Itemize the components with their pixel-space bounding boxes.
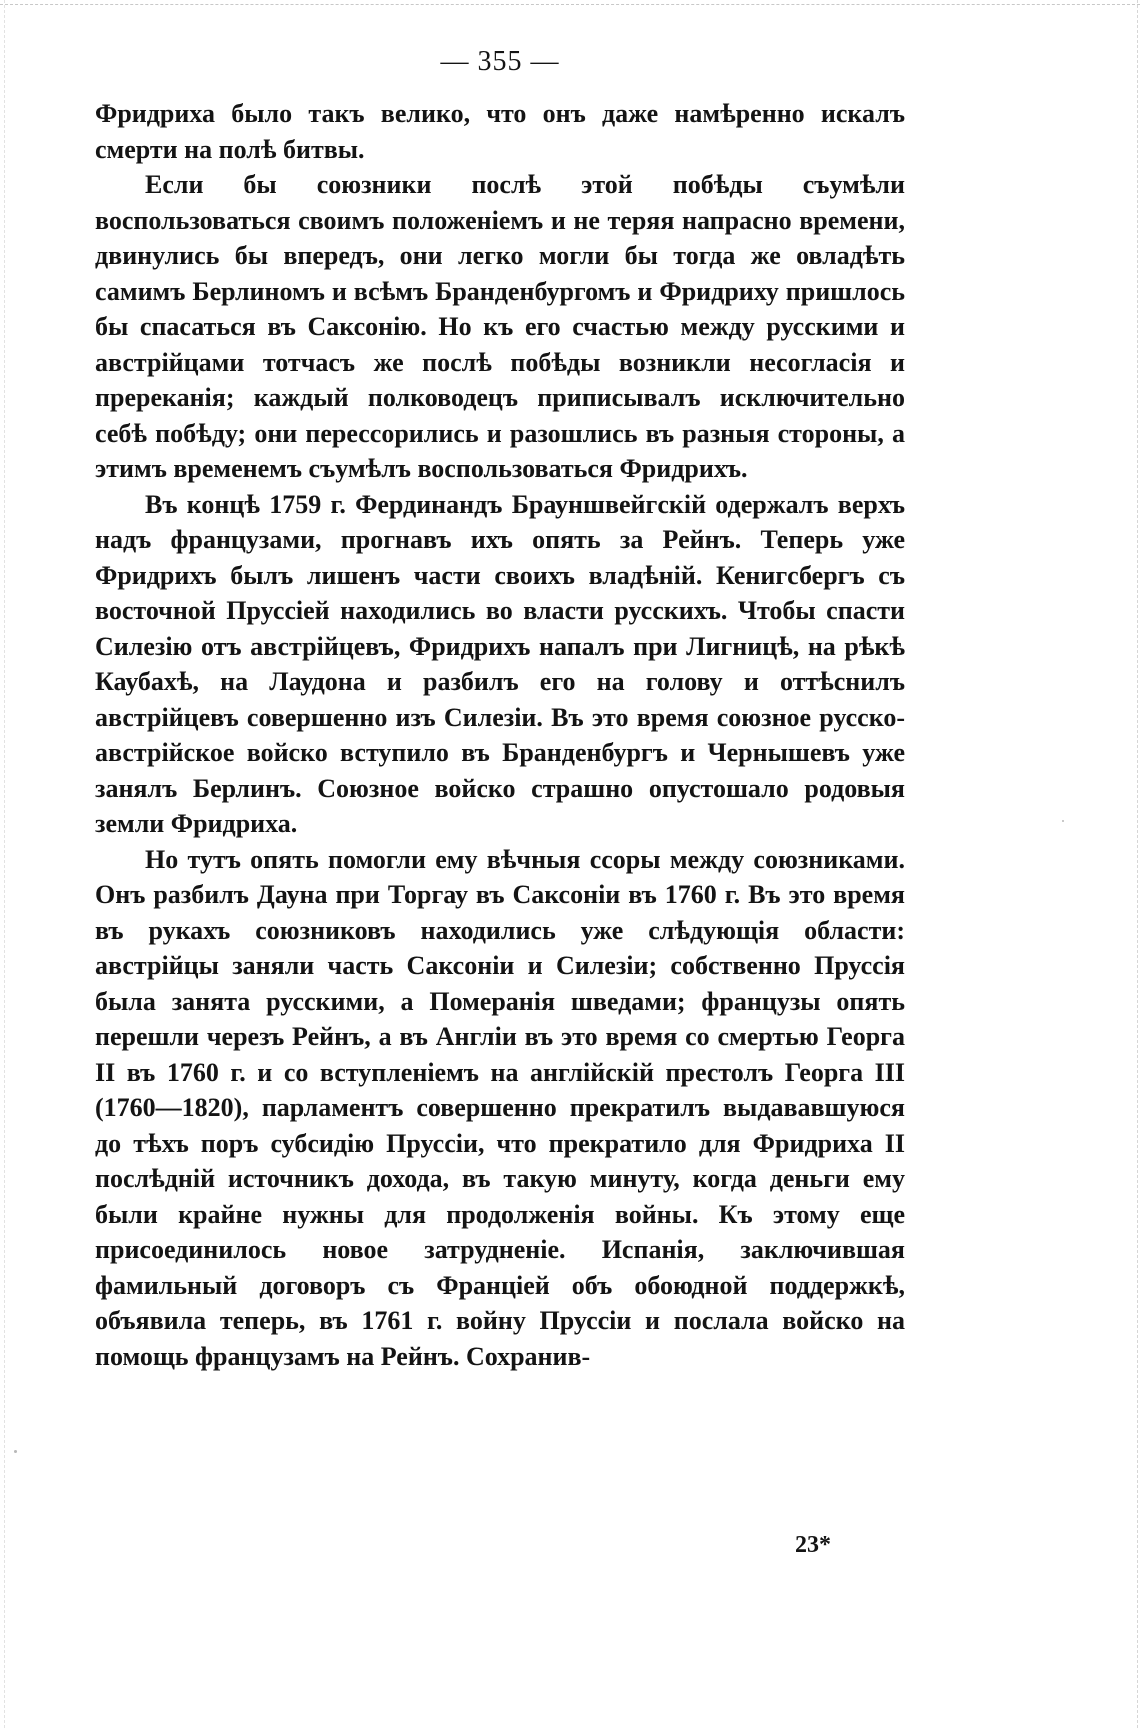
paragraph-1759: Въ концѣ 1759 г. Фердинандъ Брауншвейгскій одержалъ верхъ надъ французами, прогнавъ ихъ опять за Рейнъ. Теперь уже Фридрихъ былъ лишенъ части своихъ владѣній. Кенигсбергъ съ восточной Пруссіей находились во власти русскихъ. Чтобы спасти Силезію отъ австрійцевъ, Фридрихъ напалъ при Лигницѣ, на рѣкѣ Каубахѣ, на Лаудона и разбилъ его на голову и оттѣснилъ австрійцевъ совершенно изъ Силезіи. Въ это время союзное русско-австрійское войско вступило въ Бранденбургъ и Чернышевъ уже занялъ Берлинъ. Союзное войско страшно опустошало родовыя земли Фридриха. — [95, 489, 905, 838]
paragraph-torgau: Но тутъ опять помогли ему вѣчныя ссоры между союзниками. Онъ разбилъ Дауна при Торгау въ Саксоніи въ 1760 г. Въ это время въ рукахъ союзниковъ находились уже слѣдующія области: австрійцы заняли часть Саксоніи и Силезіи; собственно Пруссія была занята русскими, а Померанія шведами; французы опять перешли черезъ Рейнъ, а въ Англіи въ это время со смертью Георга II въ 1760 г. и со вступленіемъ на англійскій престолъ Георга III (1760—1820), парламентъ совершенно прекратилъ выдававшуюся до тѣхъ поръ субсидію Пруссіи, что прекратило для Фридриха II послѣдній источникъ дохода, въ такую минуту, когда деньги ему были крайне нужны для продолженія войны. Къ этому еще присоединилось новое затрудненіе. Испанія, заключившая фамильный договоръ съ Франціей объ обоюдной поддержкѣ, объявила теперь, въ 1761 г. войну Пруссіи и послала войско на помощь французамъ на Рейнъ. Сохранив- — [95, 844, 905, 1371]
signature-mark: 23* — [795, 1532, 831, 1558]
body-text — [95, 96, 905, 1374]
paragraph-continuation: Фридриха было такъ велико, что онъ даже намѣренно искалъ смерти на полѣ битвы. — [95, 99, 905, 164]
scan-edge-right — [1137, 0, 1138, 1728]
scan-speck — [1062, 820, 1064, 822]
scan-speck — [14, 1450, 17, 1453]
page-number: — 355 — — [440, 46, 560, 77]
scan-edge-top — [0, 4, 1140, 5]
scan-edge-left — [4, 0, 5, 1728]
paragraph-allies: Если бы союзники послѣ этой побѣды съумѣли воспользоваться своимъ положеніемъ и не теряя напрасно времени, двинулись бы впередъ, они легко могли бы тогда же овладѣть самимъ Берлиномъ и всѣмъ Бранденбургомъ и Фридриху пришлось бы спасаться въ Саксонію. Но къ его счастью между русскими и австрійцами тотчасъ же послѣ побѣды возникли несогласія и пререканія; каждый полководецъ приписывалъ исключительно себѣ побѣду; они перессорились и разошлись въ разныя стороны, а этимъ временемъ съумѣлъ воспользоваться Фридрихъ. — [95, 170, 905, 483]
